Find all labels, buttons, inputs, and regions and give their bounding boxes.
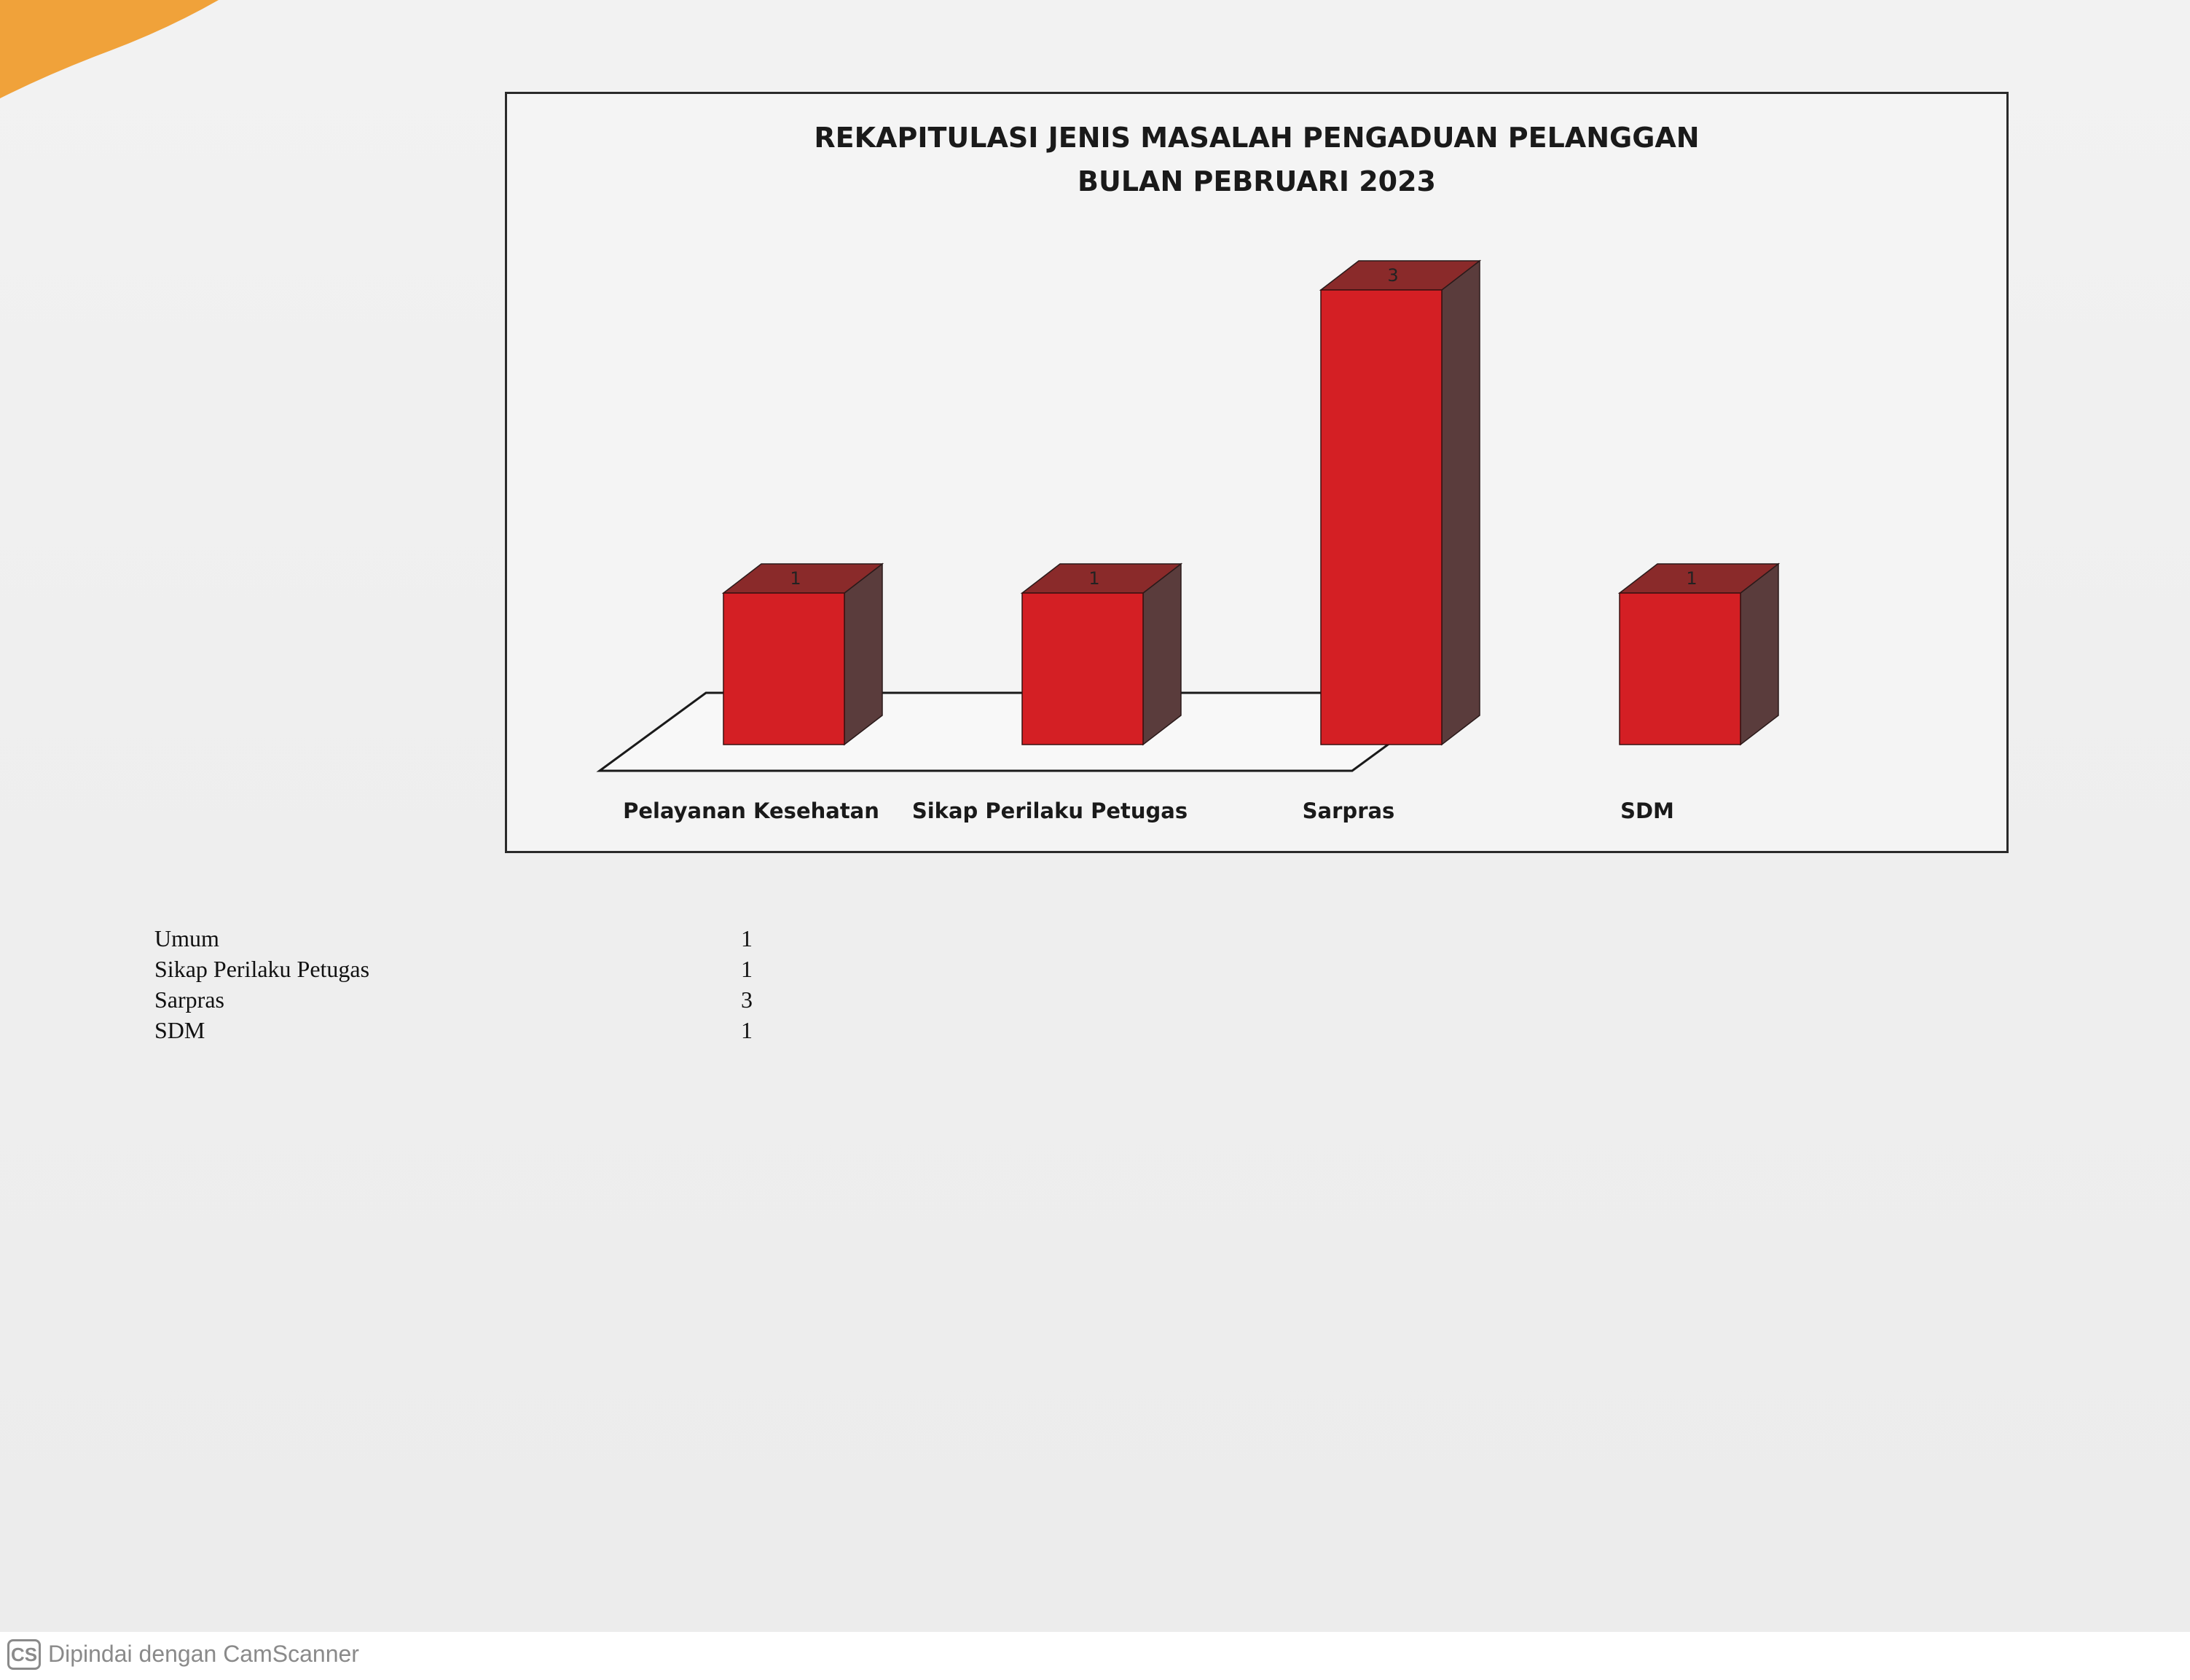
bar-side-face — [844, 564, 882, 745]
row-name: Sarpras — [154, 986, 224, 1013]
bar-value-label: 1 — [790, 568, 801, 589]
bar-front-face — [723, 593, 844, 745]
scanner-watermark-text: Dipindai dengan CamScanner — [48, 1641, 359, 1667]
orange-corner-decoration — [0, 0, 219, 102]
chart-subtitle: BULAN PEBRUARI 2023 — [1078, 165, 1436, 197]
bar — [1321, 261, 1480, 745]
data-table — [154, 925, 759, 1048]
bar-value-label: 3 — [1387, 265, 1399, 286]
category-tick-label: Sarpras — [1302, 798, 1395, 823]
row-value: 1 — [741, 1017, 753, 1043]
row-value: 1 — [741, 925, 753, 951]
bar — [1620, 564, 1778, 745]
category-tick-label: SDM — [1620, 798, 1674, 823]
category-tick-label: Pelayanan Kesehatan — [623, 798, 879, 823]
bar — [1022, 564, 1181, 745]
bar-value-label: 1 — [1686, 568, 1698, 589]
row-name: SDM — [154, 1017, 205, 1043]
row-value: 1 — [741, 956, 753, 982]
bar-front-face — [1022, 593, 1143, 745]
bar-chart-3d — [507, 94, 2006, 851]
bar-front-face — [1620, 593, 1740, 745]
bar-side-face — [1442, 261, 1480, 745]
bar-value-label: 1 — [1088, 568, 1100, 589]
camscanner-logo-icon: CS — [7, 1639, 41, 1670]
table-row — [154, 1017, 759, 1048]
bar-side-face — [1740, 564, 1778, 745]
table-row — [154, 986, 759, 1017]
row-name: Umum — [154, 925, 219, 951]
chart-frame — [505, 92, 2009, 853]
table-row — [154, 956, 759, 986]
table-row — [154, 925, 759, 956]
row-name: Sikap Perilaku Petugas — [154, 956, 370, 982]
category-tick-label: Sikap Perilaku Petugas — [911, 798, 1188, 823]
chart-title: REKAPITULASI JENIS MASALAH PENGADUAN PELANGGAN — [814, 122, 1700, 154]
row-value: 3 — [741, 986, 753, 1013]
bar-side-face — [1143, 564, 1181, 745]
bar-front-face — [1321, 290, 1442, 745]
bar — [723, 564, 882, 745]
